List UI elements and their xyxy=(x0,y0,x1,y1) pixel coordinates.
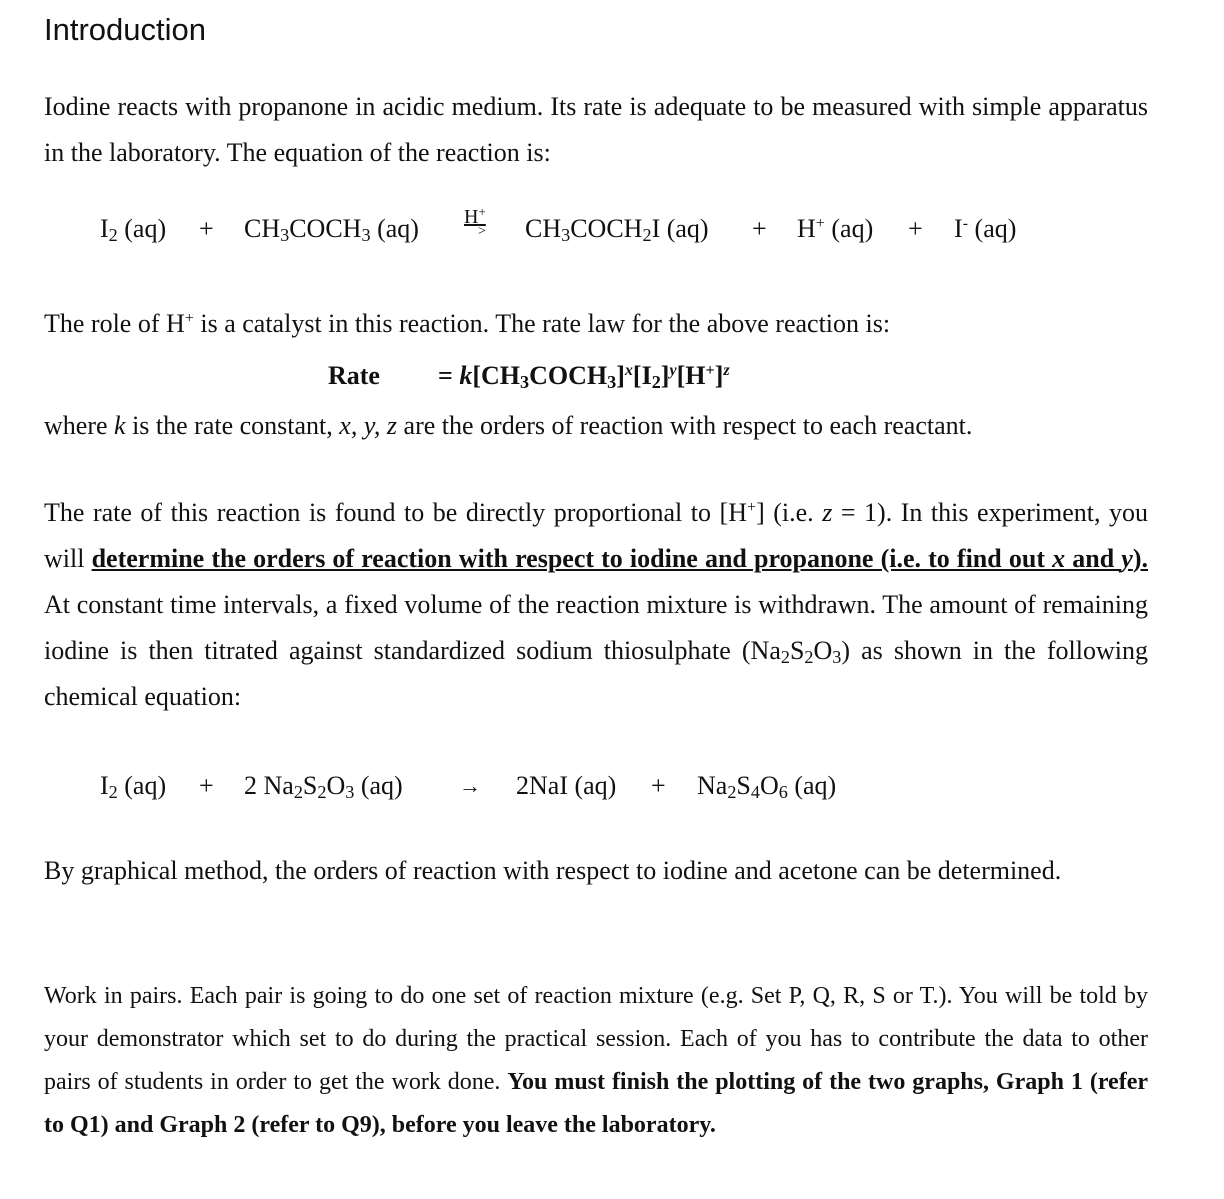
product-iodide-ion: I- (aq) xyxy=(954,214,1017,243)
graphical-method-paragraph: By graphical method, the orders of reaction with respect to iodine and acetone can be determined. xyxy=(44,856,1062,885)
product-tetrathionate: $Na_2S_4O_6$ (aq) xyxy=(697,771,837,802)
catalyst-label: H+ xyxy=(464,203,486,228)
reactant-propanone: $CH_3COCH_3$ (aq) xyxy=(244,214,419,245)
objective-text: determine the orders of reaction with respect to iodine and propanone (i.e. to find out x and y). xyxy=(91,544,1149,573)
reactant-thiosulphate: 2 $Na_2S_2O_3$ (aq) xyxy=(244,771,403,802)
product-hydrogen-ion: H+ (aq) xyxy=(797,214,874,243)
reaction-equation xyxy=(0,203,1224,254)
catalyst-arrow xyxy=(462,203,494,239)
rate-constant-description: where k is the rate constant, x, y, z are the orders of reaction with respect to each reactant. xyxy=(44,411,973,440)
plus-sign: + xyxy=(651,771,666,800)
catalyst-role-text: The role of H+ is a catalyst in this reaction. The rate law for the above reaction is: xyxy=(44,309,891,338)
instructions-paragraph: Work in pairs. Each pair is going to do one set of reaction mixture (e.g. Set P, Q, R, S or T.). You will be told by your demonstrator which set to do during the practical session. Each of you has to contribute the data to other pairs of students in order to get the work done. You must finish the plotting of the two graphs, Graph 1 (refer to Q1) and Graph 2 (refer to Q9), before you leave the laboratory. xyxy=(44,983,1148,1138)
experiment-paragraph: The rate of this reaction is found to be directly proportional to [H+] (i.e. z = 1). In this experiment, you will determine the orders of reaction with respect to iodine and propanone (i.e. to find out x and y). At constant time intervals, a fixed volume of the reaction mixture is withdrawn. The amount of remaining iodine is then titrated against standardized sodium thiosulphate $(Na_2S_2O_3)$ as shown in the following chemical equation: xyxy=(44,498,1149,711)
rate-label: Rate xyxy=(328,361,380,390)
section-heading: Introduction xyxy=(44,12,206,47)
titration-equation xyxy=(0,771,1224,811)
deadline-notice: You must finish the plotting of the two graphs, Graph 1 (refer to Q1) and Graph 2 (refer to Q9), before you leave the laboratory. xyxy=(44,1069,1148,1138)
product-iodopropanone: $CH_3COCH_2I$ (aq) xyxy=(525,214,709,245)
product-sodium-iodide: 2NaI (aq) xyxy=(516,771,617,800)
plus-sign: + xyxy=(752,214,767,243)
plus-sign: + xyxy=(199,771,214,800)
reactant-iodine: $I_2$ (aq) xyxy=(100,771,167,802)
rate-law-expression: = $k[CH_3COCH_3]^x[I_2]^y[H^+]^z$ xyxy=(438,361,730,392)
plus-sign: + xyxy=(908,214,923,243)
reactant-iodine: $I_2$ (aq) xyxy=(100,214,167,245)
arrow-icon: → xyxy=(459,773,481,798)
plus-sign: + xyxy=(199,214,214,243)
intro-paragraph: Iodine reacts with propanone in acidic medium. Its rate is adequate to be measured with simple apparatus in the laboratory. The equation of the reaction is: xyxy=(44,92,1148,167)
arrow-icon: > xyxy=(478,224,486,239)
